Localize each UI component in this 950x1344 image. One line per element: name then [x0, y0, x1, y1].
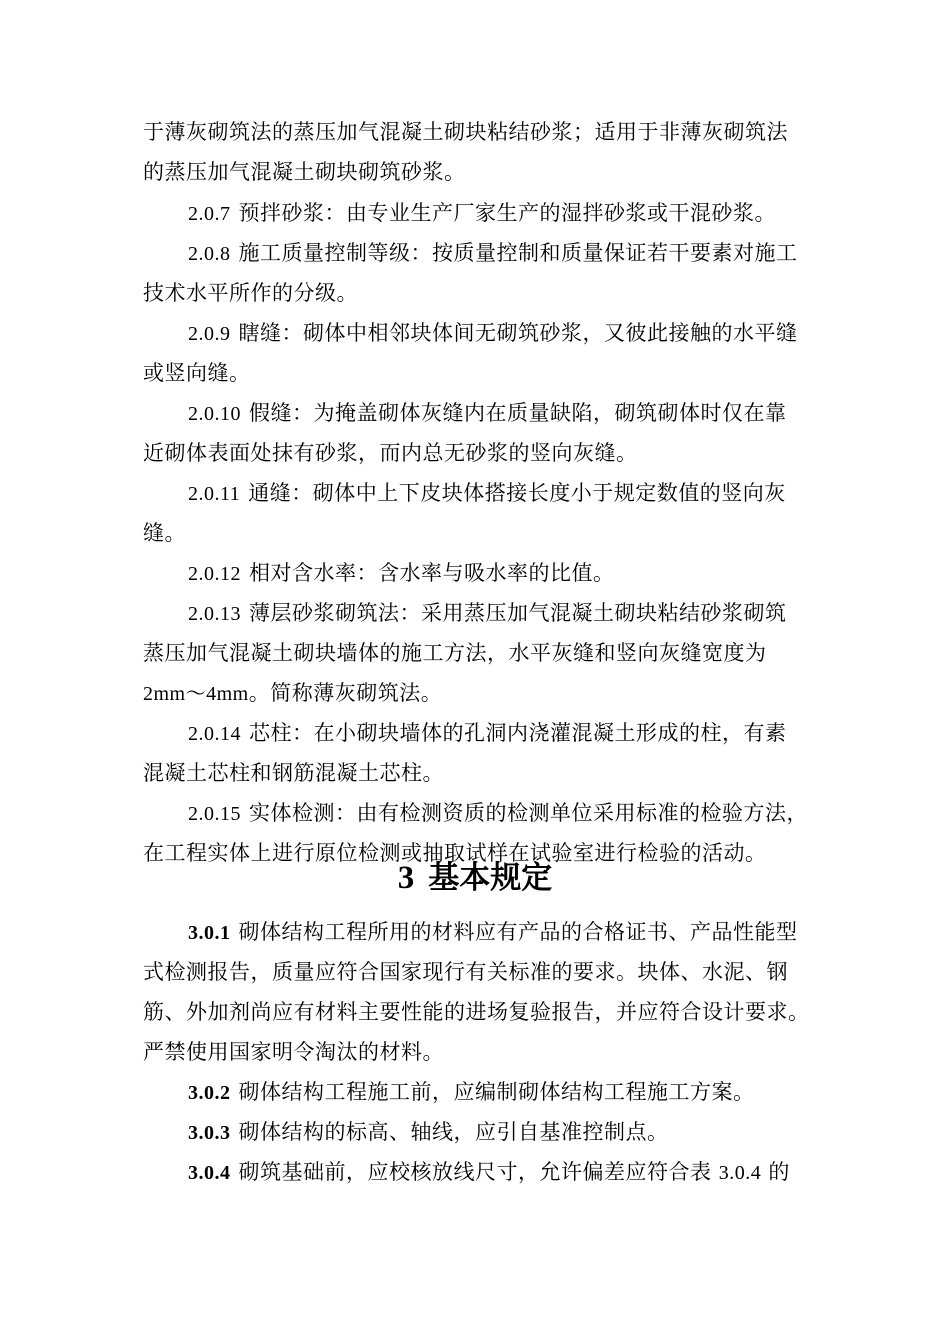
line-text: 混凝土芯柱和钢筋混凝土芯柱。 — [143, 761, 444, 785]
line-text: 砌筑基础前，应校核放线尺寸，允许偏差应符合表 — [238, 1160, 712, 1184]
clause-number: 2.0.10 — [188, 403, 241, 425]
text-line — [143, 518, 186, 548]
clause-2-0-14 — [188, 718, 787, 749]
line-text: 通缝：砌体中上下皮块体搭接长度小于规定数值的竖向灰 — [248, 481, 786, 505]
clause-number: 2.0.11 — [188, 483, 241, 505]
text-line — [143, 438, 638, 468]
clause-3-0-3 — [188, 1117, 669, 1148]
line-text: 式检测报告，质量应符合国家现行有关标准的要求。块体、水泥、钢 — [143, 960, 788, 984]
line-text: 技术水平所作的分级。 — [143, 281, 358, 305]
line-text: 砌体结构工程施工前，应编制砌体结构工程施工方案。 — [238, 1080, 755, 1104]
text-line — [143, 638, 767, 668]
line-text: 近砌体表面处抹有砂浆，而内总无砂浆的竖向灰缝。 — [143, 441, 638, 465]
clause-2-0-10 — [188, 398, 787, 429]
clause-2-0-7 — [188, 198, 776, 229]
clause-number: 2.0.7 — [188, 203, 231, 225]
line-text: 相对含水率：含水率与吸水率的比值。 — [249, 561, 615, 585]
clause-number: 2.0.12 — [188, 563, 241, 585]
clause-number: 3.0.1 — [188, 922, 231, 944]
section-heading — [0, 856, 950, 900]
text-line — [143, 758, 444, 788]
section-number: 3 — [397, 860, 415, 896]
clause-number: 2.0.15 — [188, 803, 241, 825]
line-text: 实体检测：由有检测资质的检测单位采用标准的检验方法， — [249, 801, 808, 825]
clause-3-0-2 — [188, 1077, 755, 1108]
clause-number: 3.0.2 — [188, 1082, 231, 1104]
line-text: 预拌砂浆：由专业生产厂家生产的湿拌砂浆或干混砂浆。 — [238, 201, 776, 225]
line-text: 砌体结构工程所用的材料应有产品的合格证书、产品性能型 — [238, 920, 798, 944]
text-line — [143, 1037, 444, 1067]
clause-3-0-1 — [188, 917, 798, 948]
line-text: 在工程实体上进行原位检测或抽取试样在试验室进行检验的活动。 — [143, 841, 767, 865]
clause-number: 2.0.9 — [188, 323, 231, 345]
thickness-range: 2mm～4mm — [143, 683, 249, 705]
line-text: 严禁使用国家明令淘汰的材料。 — [143, 1040, 444, 1064]
text-line — [143, 957, 788, 987]
text-line — [143, 997, 810, 1027]
clause-2-0-15 — [188, 798, 808, 829]
line-text: 于薄灰砌筑法的蒸压加气混凝土砌块粘结砂浆；适用于非薄灰砌筑法 — [143, 120, 788, 144]
line-text: 或竖向缝。 — [143, 361, 251, 385]
section-title: 基本规定 — [428, 860, 553, 896]
text-line — [143, 117, 788, 147]
clause-number: 2.0.8 — [188, 243, 231, 265]
text-line — [143, 157, 466, 187]
line-text: 砌体结构的标高、轴线，应引自基准控制点。 — [238, 1120, 669, 1144]
clause-2-0-9 — [188, 318, 798, 349]
line-text: 薄层砂浆砌筑法：采用蒸压加气混凝土砌块粘结砂浆砌筑 — [249, 601, 787, 625]
clause-2-0-13 — [188, 598, 787, 629]
clause-3-0-4 — [188, 1157, 790, 1188]
text-line — [143, 678, 442, 709]
table-reference: 3.0.4 — [718, 1162, 762, 1184]
clause-2-0-12 — [188, 558, 615, 589]
line-text: 筋、外加剂尚应有材料主要性能的进场复验报告，并应符合设计要求。 — [143, 1000, 810, 1024]
line-text: 。简称薄灰砌筑法。 — [248, 681, 443, 705]
line-text: 施工质量控制等级：按质量控制和质量保证若干要素对施工 — [238, 241, 798, 265]
line-text: 缝。 — [143, 521, 186, 545]
line-text: 假缝：为掩盖砌体灰缝内在质量缺陷，砌筑砌体时仅在靠 — [249, 401, 787, 425]
line-text: 瞎缝：砌体中相邻块体间无砌筑砂浆，又彼此接触的水平缝 — [238, 321, 798, 345]
clause-number: 3.0.3 — [188, 1122, 231, 1144]
clause-2-0-8 — [188, 238, 798, 269]
line-text: 的 — [768, 1160, 790, 1184]
line-text: 芯柱：在小砌块墙体的孔洞内浇灌混凝土形成的柱，有素 — [249, 721, 787, 745]
line-text: 蒸压加气混凝土砌块墙体的施工方法，水平灰缝和竖向灰缝宽度为 — [143, 641, 767, 665]
clause-number: 3.0.4 — [188, 1162, 231, 1184]
text-line — [143, 278, 358, 308]
clause-2-0-11 — [188, 478, 786, 509]
clause-number: 2.0.14 — [188, 723, 241, 745]
clause-number: 2.0.13 — [188, 603, 241, 625]
line-text: 的蒸压加气混凝土砌块砌筑砂浆。 — [143, 160, 466, 184]
text-line — [143, 358, 251, 388]
